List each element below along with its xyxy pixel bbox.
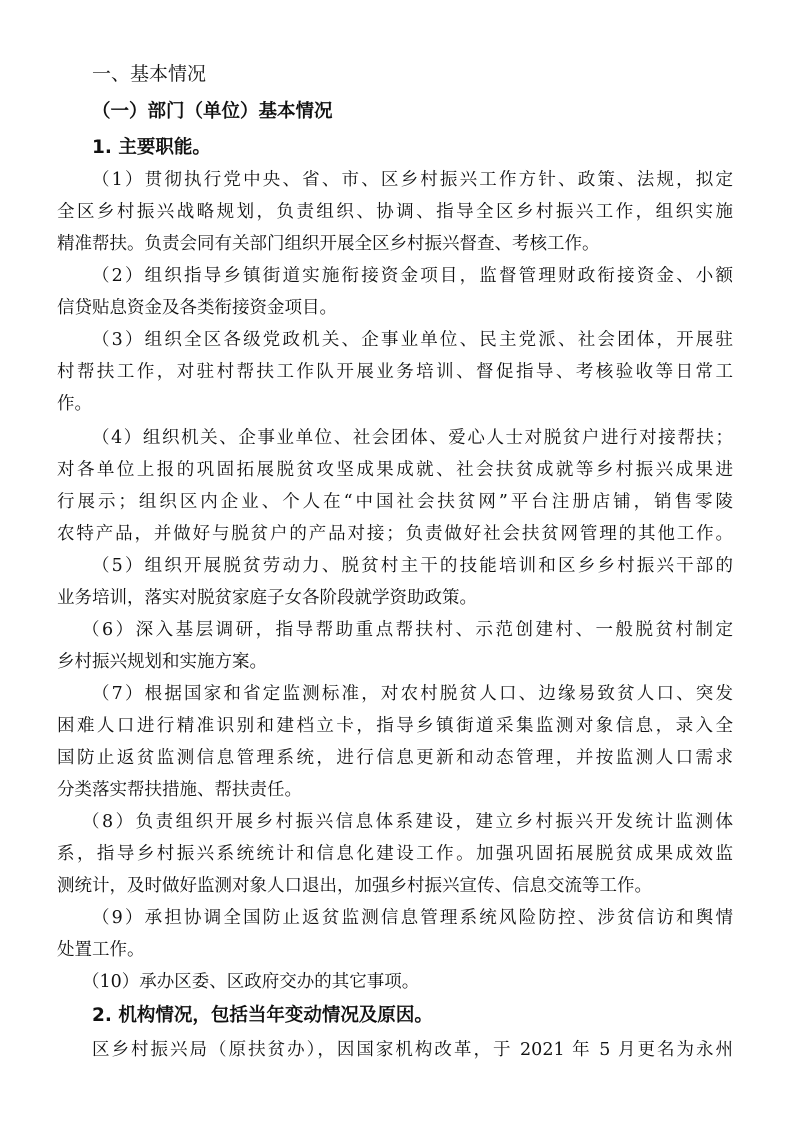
paragraph-4-line-3: 行展示；组织区内企业、个人在“中国社会扶贫网”平台注册店铺，销售零陵 [57, 492, 733, 512]
paragraph-9-line-2: 处置工作。 [57, 940, 145, 960]
paragraph-7-line-1: （7）根据国家和省定监测标准，对农村脱贫人口、边缘易致贫人口、突发 [92, 684, 733, 704]
org-status-line-1: 区乡村振兴局（原扶贫办），因国家机构改革，于 2021 年 5 月更名为永州 [92, 1040, 733, 1060]
paragraph-8-line-3: 测统计，及时做好监测对象人口退出，加强乡村振兴宣传、信息交流等工作。 [57, 876, 652, 896]
paragraph-4-line-4: 农特产品，并做好与脱贫户的产品对接；负责做好社会扶贫网管理的其他工作。 [57, 524, 733, 544]
paragraph-5-line-2: 业务培训，落实对脱贫家庭子女各阶段就学资助政策。 [57, 588, 477, 608]
paragraph-9-line-1: （9）承担协调全国防止返贫监测信息管理系统风险防控、涉贫信访和舆情 [92, 908, 733, 928]
paragraph-1-line-3: 精准帮扶。负责会同有关部门组织开展全区乡村振兴督查、考核工作。 [57, 234, 600, 254]
paragraph-1-line-1: （1）贯彻执行党中央、省、市、区乡村振兴工作方针、政策、法规，拟定 [92, 170, 733, 190]
section-heading-basic-info: 一、基本情况 [92, 63, 207, 85]
item-heading-main-functions: 1. 主要职能。 [92, 137, 211, 158]
paragraph-6-line-1: （6）深入基层调研，指导帮助重点帮扶村、示范创建村、一般脱贫村制定 [82, 620, 733, 640]
paragraph-4-line-1: （4）组织机关、企事业单位、社会团体、爱心人士对脱贫户进行对接帮扶； [92, 428, 733, 448]
subsection-heading-dept-basic-info: （一）部门（单位）基本情况 [92, 101, 333, 122]
paragraph-6-line-2: 乡村振兴规划和实施方案。 [57, 652, 267, 672]
paragraph-8-line-2: 系，指导乡村振兴系统统计和信息化建设工作。加强巩固拓展脱贫成果成效监 [57, 844, 733, 864]
paragraph-2-line-1: （2）组织指导乡镇街道实施衔接资金项目，监督管理财政衔接资金、小额 [92, 266, 733, 286]
paragraph-7-line-2: 困难人口进行精准识别和建档立卡，指导乡镇街道采集监测对象信息，录入全 [57, 716, 733, 736]
paragraph-5-line-1: （5）组织开展脱贫劳动力、脱贫村主干的技能培训和区乡乡村振兴干部的 [92, 556, 733, 576]
paragraph-10-line-1: （10）承办区委、区政府交办的其它事项。 [82, 972, 420, 992]
item-heading-org-status: 2. 机构情况，包括当年变动情况及原因。 [92, 1005, 433, 1026]
paragraph-7-line-3: 国防止返贫监测信息管理系统，进行信息更新和动态管理，并按监测人口需求 [57, 748, 733, 768]
paragraph-3-line-1: （3）组织全区各级党政机关、企事业单位、民主党派、社会团体，开展驻 [92, 330, 733, 350]
paragraph-3-line-2: 村帮扶工作，对驻村帮扶工作队开展业务培训、督促指导、考核验收等日常工 [57, 362, 733, 382]
paragraph-7-line-4: 分类落实帮扶措施、帮扶责任。 [57, 780, 302, 800]
paragraph-1-line-2: 全区乡村振兴战略规划，负责组织、协调、指导全区乡村振兴工作，组织实施 [57, 202, 733, 222]
paragraph-8-line-1: （8）负责组织开展乡村振兴信息体系建设，建立乡村振兴开发统计监测体 [82, 812, 733, 832]
paragraph-4-line-2: 对各单位上报的巩固拓展脱贫攻坚成果成就、社会扶贫成就等乡村振兴成果进 [57, 460, 733, 480]
paragraph-3-line-3: 作。 [57, 394, 92, 414]
paragraph-2-line-2: 信贷贴息资金及各类衔接资金项目。 [57, 298, 337, 318]
